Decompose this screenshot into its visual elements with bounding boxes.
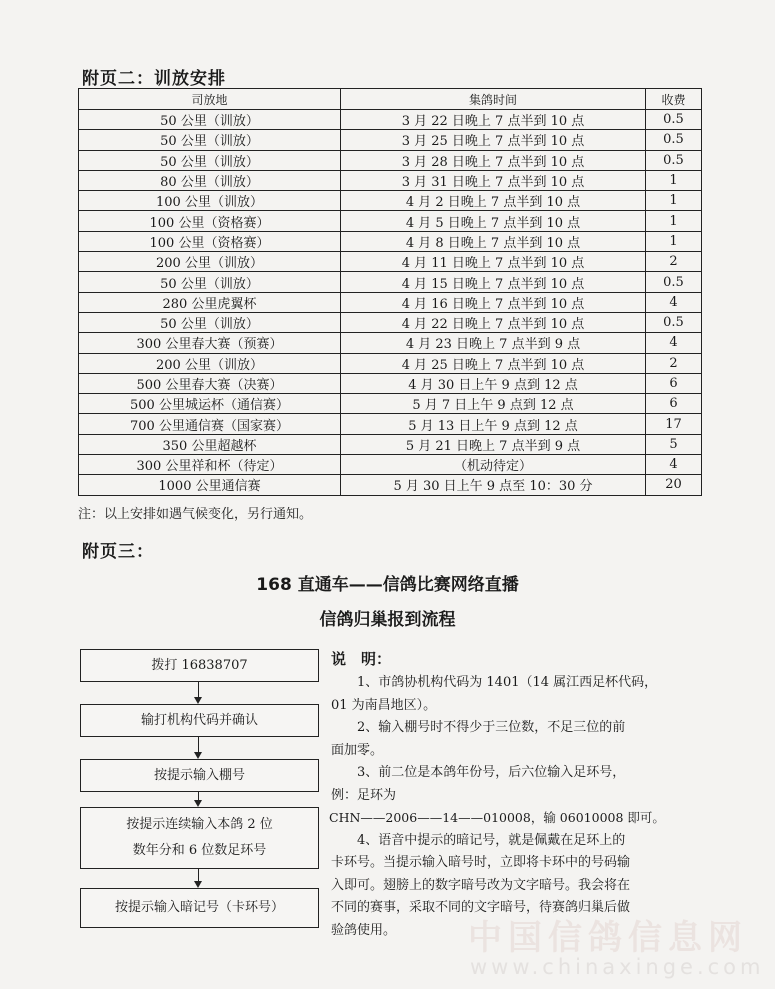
- cell-fee: 20: [646, 475, 702, 495]
- cell-fee: 6: [646, 394, 702, 414]
- arrow-down-icon: [194, 881, 202, 888]
- schedule-table: [78, 88, 702, 496]
- cell-release-site: 100 公里（资格赛）: [79, 231, 341, 251]
- cell-collection-time: 4 月 23 日晚上 7 点半到 9 点: [341, 333, 646, 353]
- table-row: [79, 191, 702, 211]
- cell-fee: 1: [646, 191, 702, 211]
- header-release-site: 司放地: [79, 89, 341, 110]
- table-row: [79, 211, 702, 231]
- cell-release-site: 100 公里（资格赛）: [79, 211, 341, 231]
- table-row: [79, 272, 702, 292]
- cell-fee: 4: [646, 455, 702, 475]
- appendix3-title: 附页三：: [82, 542, 154, 562]
- broadcast-heading: 168 直通车——信鸽比赛网络直播: [256, 575, 519, 595]
- flow-connector: [198, 868, 199, 881]
- flow-connector: [198, 736, 199, 752]
- cell-release-site: 500 公里春大赛（决赛）: [79, 373, 341, 393]
- cell-collection-time: 3 月 31 日晚上 7 点半到 10 点: [341, 170, 646, 190]
- cell-release-site: 200 公里（训放）: [79, 353, 341, 373]
- appendix2-title: 附页二：训放安排: [82, 69, 226, 89]
- cell-release-site: 50 公里（训放）: [79, 312, 341, 332]
- flow-step-ring-number: [80, 807, 319, 869]
- table-row: [79, 150, 702, 170]
- table-row: [79, 333, 702, 353]
- cell-collection-time: 4 月 25 日晚上 7 点半到 10 点: [341, 353, 646, 373]
- explanation-line: 3、前二位是本鸽年份号，后六位输入足环号，: [357, 765, 626, 780]
- cell-collection-time: 5 月 13 日上午 9 点到 12 点: [341, 414, 646, 434]
- flow-connector: [198, 681, 199, 697]
- flow-step-text: 数年分和 6 位数足环号: [132, 843, 267, 858]
- cell-fee: 0.5: [646, 150, 702, 170]
- arrow-down-icon: [194, 800, 202, 807]
- cell-release-site: 50 公里（训放）: [79, 272, 341, 292]
- table-row: [79, 353, 702, 373]
- explanation-line: 面加零。: [331, 742, 384, 758]
- table-row: [79, 130, 702, 150]
- cell-fee: 0.5: [646, 130, 702, 150]
- explanation-line: 1、市鸽协机构代码为 1401（14 属江西足杯代码，: [357, 675, 658, 690]
- flow-step-text: 按提示输入暗记号（卡环号）: [114, 900, 284, 915]
- table-row: [79, 252, 702, 272]
- cell-collection-time: 5 月 7 日上午 9 点到 12 点: [341, 394, 646, 414]
- table-row: [79, 231, 702, 251]
- cell-release-site: 500 公里城运杯（通信赛）: [79, 394, 341, 414]
- cell-collection-time: 4 月 22 日晚上 7 点半到 10 点: [341, 312, 646, 332]
- flow-step-text: 输打机构代码并确认: [140, 712, 258, 728]
- table-row: [79, 110, 702, 130]
- flow-step-dial: [80, 649, 319, 682]
- explanation-block: [331, 646, 716, 942]
- explanation-line: 不同的赛事，采取不同的文字暗号，待赛鸽归巢后做: [331, 900, 631, 915]
- table-row: [79, 373, 702, 393]
- explanation-line: CHN——2006——14——010008，输 06010008 即可。: [329, 810, 665, 825]
- cell-release-site: 50 公里（训放）: [79, 130, 341, 150]
- explanation-line: 验鸽使用。: [331, 922, 397, 938]
- cell-release-site: 100 公里（训放）: [79, 191, 341, 211]
- table-row: [79, 434, 702, 454]
- watermark-url: www.chinaxinge.com: [470, 955, 765, 979]
- cell-release-site: 80 公里（训放）: [79, 170, 341, 190]
- flow-step-org-code: [80, 704, 319, 737]
- cell-collection-time: 4 月 8 日晚上 7 点半到 10 点: [341, 231, 646, 251]
- explanation-line: 2、输入棚号时不得少于三位数，不足三位的前: [357, 720, 626, 735]
- header-collection-time: 集鸽时间: [341, 89, 646, 110]
- arrow-down-icon: [194, 697, 202, 704]
- flow-step-text: 拨打 16838707: [151, 657, 248, 673]
- cell-fee: 1: [646, 170, 702, 190]
- cell-release-site: 280 公里虎翼杯: [79, 292, 341, 312]
- cell-collection-time: 4 月 11 日晚上 7 点半到 10 点: [341, 252, 646, 272]
- schedule-note: 注：以上安排如遇气候变化，另行通知。: [78, 507, 313, 522]
- table-row: [79, 312, 702, 332]
- explanation-line: 例：足环为: [331, 787, 397, 803]
- explanation-line: 卡环号。当提示输入暗号时，立即将卡环中的号码输: [331, 855, 631, 870]
- cell-collection-time: 4 月 2 日晚上 7 点半到 10 点: [341, 191, 646, 211]
- flow-step-text: 按提示连续输入本鸽 2 位: [126, 817, 273, 832]
- explanation-title: 说 明：: [331, 650, 392, 668]
- cell-fee: 0.5: [646, 272, 702, 292]
- flow-heading: 信鸽归巢报到流程: [319, 610, 456, 630]
- cell-fee: 4: [646, 292, 702, 312]
- flow-step-text: 按提示输入棚号: [153, 767, 245, 783]
- cell-fee: 2: [646, 353, 702, 373]
- flow-step-secret-code: [80, 888, 319, 928]
- cell-fee: 0.5: [646, 312, 702, 332]
- explanation-line: 01 为南昌地区）。: [331, 697, 437, 713]
- cell-collection-time: 5 月 21 日晚上 7 点半到 9 点: [341, 434, 646, 454]
- cell-fee: 5: [646, 434, 702, 454]
- flow-step-loft-number: [80, 759, 319, 792]
- watermark-site-name: 中国信鸽信息网: [468, 918, 748, 958]
- table-row: [79, 455, 702, 475]
- cell-collection-time: 4 月 15 日晚上 7 点半到 10 点: [341, 272, 646, 292]
- table-row: [79, 394, 702, 414]
- cell-release-site: 700 公里通信赛（国家赛）: [79, 414, 341, 434]
- cell-release-site: 200 公里（训放）: [79, 252, 341, 272]
- cell-release-site: 50 公里（训放）: [79, 110, 341, 130]
- cell-collection-time: 4 月 5 日晚上 7 点半到 10 点: [341, 211, 646, 231]
- arrow-down-icon: [194, 752, 202, 759]
- cell-release-site: 300 公里祥和杯（待定）: [79, 455, 341, 475]
- table-row: [79, 292, 702, 312]
- cell-fee: 1: [646, 211, 702, 231]
- table-header-row: [79, 89, 702, 110]
- cell-collection-time: 3 月 25 日晚上 7 点半到 10 点: [341, 130, 646, 150]
- explanation-line: 入即可。翅膀上的数字暗号改为文字暗号。我会将在: [331, 877, 631, 893]
- cell-collection-time: 3 月 22 日晚上 7 点半到 10 点: [341, 110, 646, 130]
- cell-collection-time: 4 月 30 日上午 9 点到 12 点: [341, 373, 646, 393]
- cell-fee: 0.5: [646, 110, 702, 130]
- cell-collection-time: 5 月 30 日上午 9 点至 10：30 分: [341, 475, 646, 495]
- cell-fee: 2: [646, 252, 702, 272]
- header-fee: 收费: [646, 89, 702, 110]
- cell-collection-time: 3 月 28 日晚上 7 点半到 10 点: [341, 150, 646, 170]
- table-row: [79, 475, 702, 495]
- cell-release-site: 50 公里（训放）: [79, 150, 341, 170]
- cell-fee: 17: [646, 414, 702, 434]
- explanation-line: 4、语音中提示的暗记号，就是佩戴在足环上的: [357, 832, 626, 848]
- table-row: [79, 414, 702, 434]
- cell-release-site: 350 公里超越杯: [79, 434, 341, 454]
- cell-collection-time: （机动待定）: [341, 455, 646, 475]
- cell-fee: 4: [646, 333, 702, 353]
- cell-release-site: 1000 公里通信赛: [79, 475, 341, 495]
- table-row: [79, 170, 702, 190]
- cell-collection-time: 4 月 16 日晚上 7 点半到 10 点: [341, 292, 646, 312]
- cell-fee: 6: [646, 373, 702, 393]
- cell-release-site: 300 公里春大赛（预赛）: [79, 333, 341, 353]
- cell-fee: 1: [646, 231, 702, 251]
